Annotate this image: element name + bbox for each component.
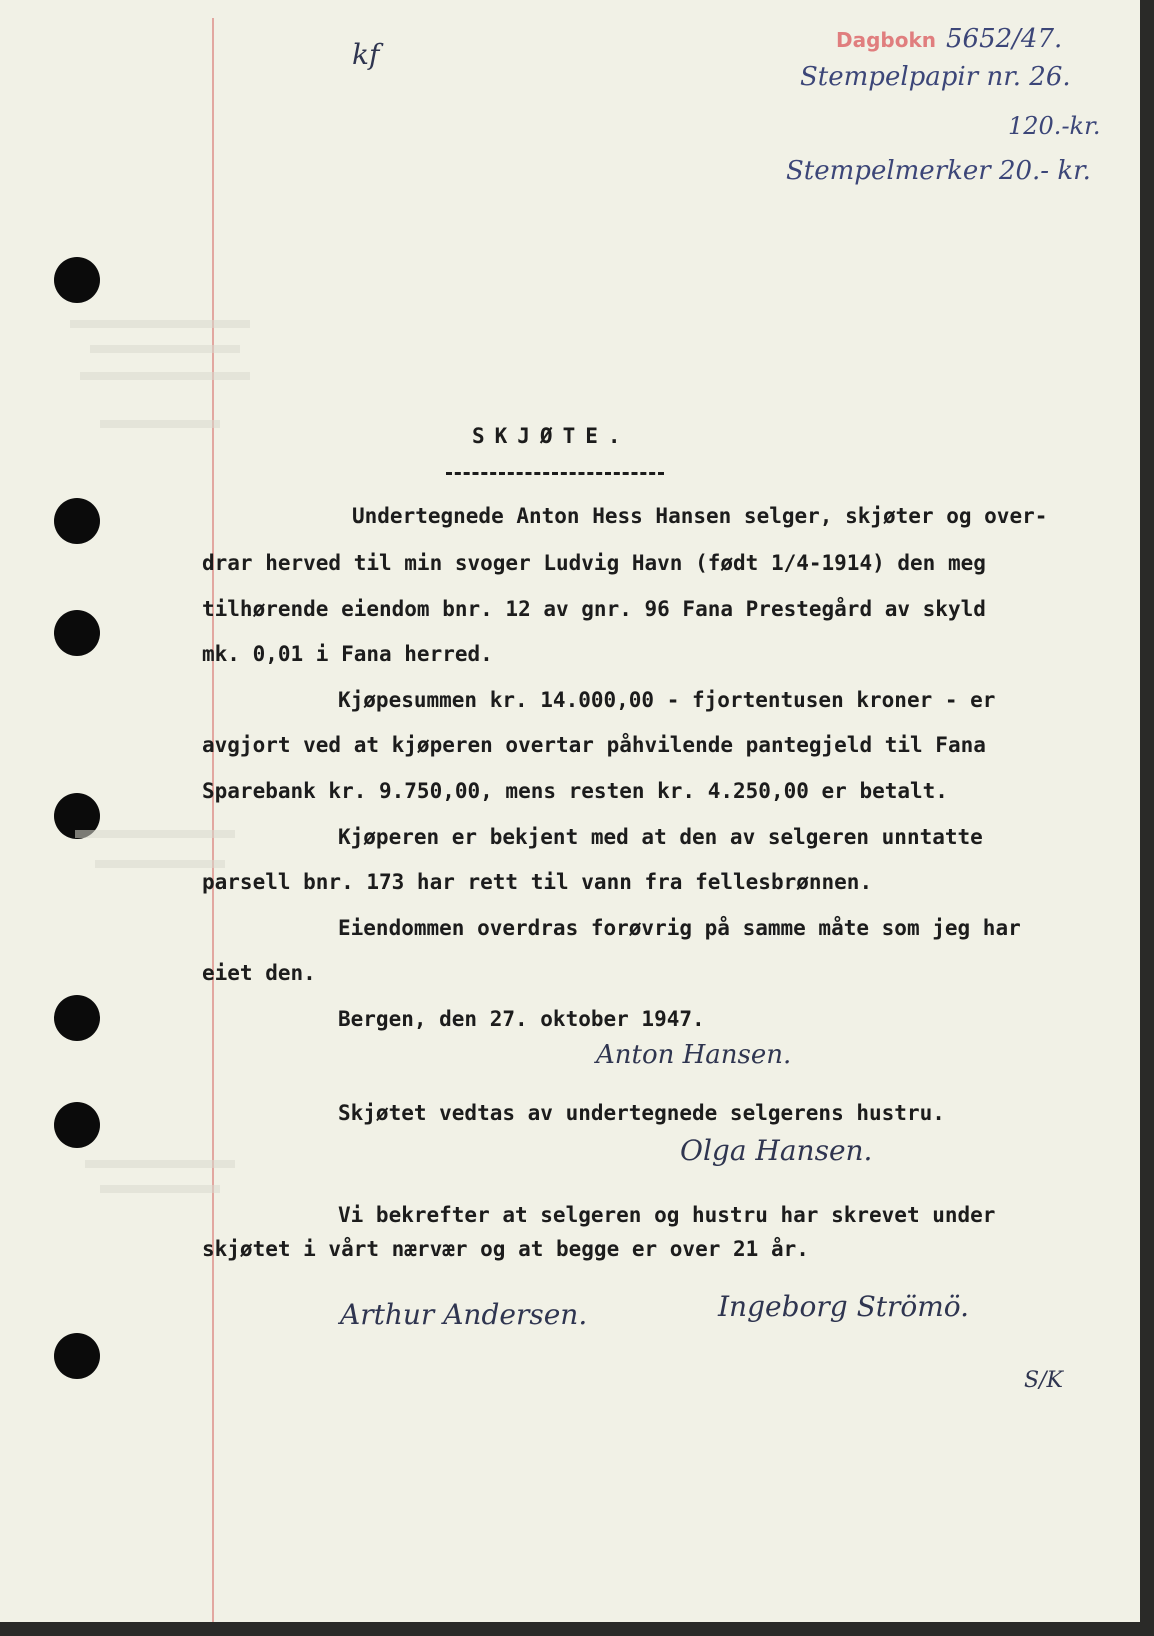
red-margin-line [212, 18, 214, 1622]
place-date-line: Bergen, den 27. oktober 1947. [338, 1007, 705, 1031]
body-line: tilhørende eiendom bnr. 12 av gnr. 96 Fana Prestegård av skyld [202, 597, 986, 621]
journal-stamp: Dagbokn [836, 28, 937, 52]
body-line: Eiendommen overdras forøvrig på samme måte som jeg har [338, 916, 1021, 940]
stamp-marks-note: Stempelmerker 20.- kr. [786, 156, 1091, 186]
body-line: mk. 0,01 i Fana herred. [202, 642, 493, 666]
body-line: Sparebank kr. 9.750,00, mens resten kr. 4.250,00 er betalt. [202, 779, 948, 803]
spouse-signature: Olga Hansen. [680, 1134, 873, 1167]
witness-signature-2: Ingeborg Strömö. [718, 1290, 970, 1323]
punch-hole-icon [54, 257, 100, 303]
consent-line: Skjøtet vedtas av undertegnede selgerens hustru. [338, 1101, 945, 1125]
punch-hole-icon [54, 610, 100, 656]
stamp-paper-value: 120.-kr. [1008, 112, 1101, 140]
initials-annotation: kf [352, 38, 380, 71]
punch-hole-icon [54, 1102, 100, 1148]
seller-signature: Anton Hansen. [596, 1040, 792, 1070]
body-line: eiet den. [202, 961, 316, 985]
stamp-paper-note: Stempelpapir nr. 26. [800, 62, 1071, 92]
clerk-mark: S/K [1024, 1368, 1063, 1393]
document-title: SKJØTE. [472, 424, 631, 448]
witness-line: Vi bekrefter at selgeren og hustru har skrevet under [338, 1203, 996, 1227]
body-line: parsell bnr. 173 har rett til vann fra fellesbrønnen. [202, 870, 873, 894]
journal-number: 5652/47. [946, 24, 1063, 54]
punch-hole-icon [54, 1333, 100, 1379]
punch-hole-icon [54, 995, 100, 1041]
witness-line: skjøtet i vårt nærvær og at begge er over 21 år. [202, 1237, 809, 1261]
witness-signature-1: Arthur Andersen. [340, 1298, 588, 1331]
body-line: Undertegnede Anton Hess Hansen selger, skjøter og over- [352, 504, 1048, 528]
punch-hole-icon [54, 498, 100, 544]
body-line: drar herved til min svoger Ludvig Havn (født 1/4-1914) den meg [202, 551, 986, 575]
body-line: avgjort ved at kjøperen overtar påhvilende pantegjeld til Fana [202, 733, 986, 757]
body-line: Kjøperen er bekjent med at den av selgeren unntatte [338, 825, 983, 849]
body-line: Kjøpesummen kr. 14.000,00 - fjortentusen kroner - er [338, 688, 996, 712]
title-underline [446, 472, 664, 475]
